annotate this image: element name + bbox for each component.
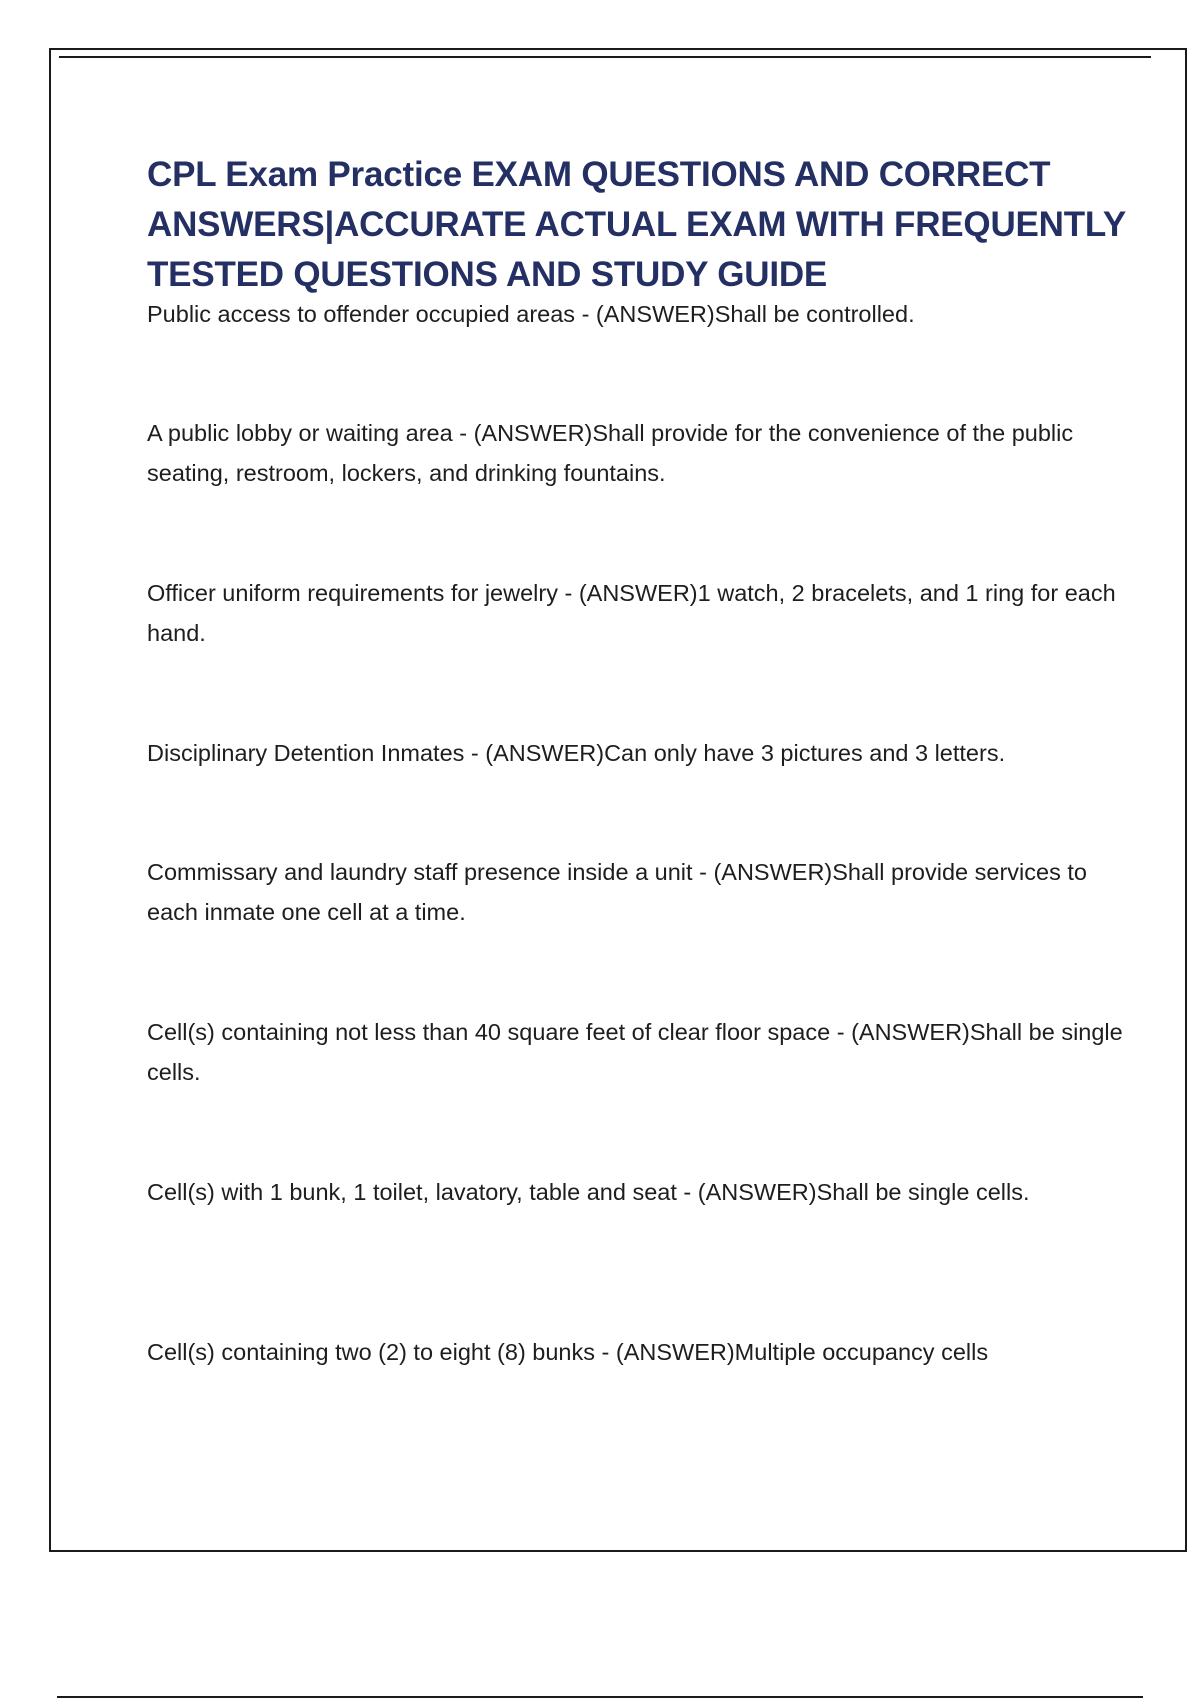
- qa-item-2: A public lobby or waiting area - (ANSWER)Shall provide for the convenience of the public seating, restroom, lockers, and drinking fountains.: [147, 420, 1074, 486]
- qa-item-4: Disciplinary Detention Inmates - (ANSWER)Can only have 3 pictures and 3 letters.: [147, 740, 1006, 766]
- top-rule: [59, 56, 1151, 58]
- qa-item-7: Cell(s) with 1 bunk, 1 toilet, lavatory, table and seat - (ANSWER)Shall be single cells.: [147, 1179, 1030, 1205]
- qa-item-6: Cell(s) containing not less than 40 square feet of clear floor space - (ANSWER)Shall be single cells.: [147, 1019, 1123, 1085]
- qa-item-1: Public access to offender occupied areas - (ANSWER)Shall be controlled.: [147, 301, 915, 327]
- document-title: CPL Exam Practice EXAM QUESTIONS AND CORRECT ANSWERS|ACCURATE ACTUAL EXAM WITH FREQUENTLY TESTED QUESTIONS AND STUDY GUIDE: [147, 155, 1126, 294]
- page-border: [49, 48, 1187, 1552]
- qa-item-8: Cell(s) containing two (2) to eight (8) bunks - (ANSWER)Multiple occupancy cells: [147, 1339, 989, 1365]
- qa-item-3: Officer uniform requirements for jewelry - (ANSWER)1 watch, 2 bracelets, and 1 ring for each hand.: [147, 580, 1116, 646]
- bottom-rule: [57, 1696, 1143, 1698]
- qa-item-5: Commissary and laundry staff presence inside a unit - (ANSWER)Shall provide services to each inmate one cell at a time.: [147, 859, 1087, 925]
